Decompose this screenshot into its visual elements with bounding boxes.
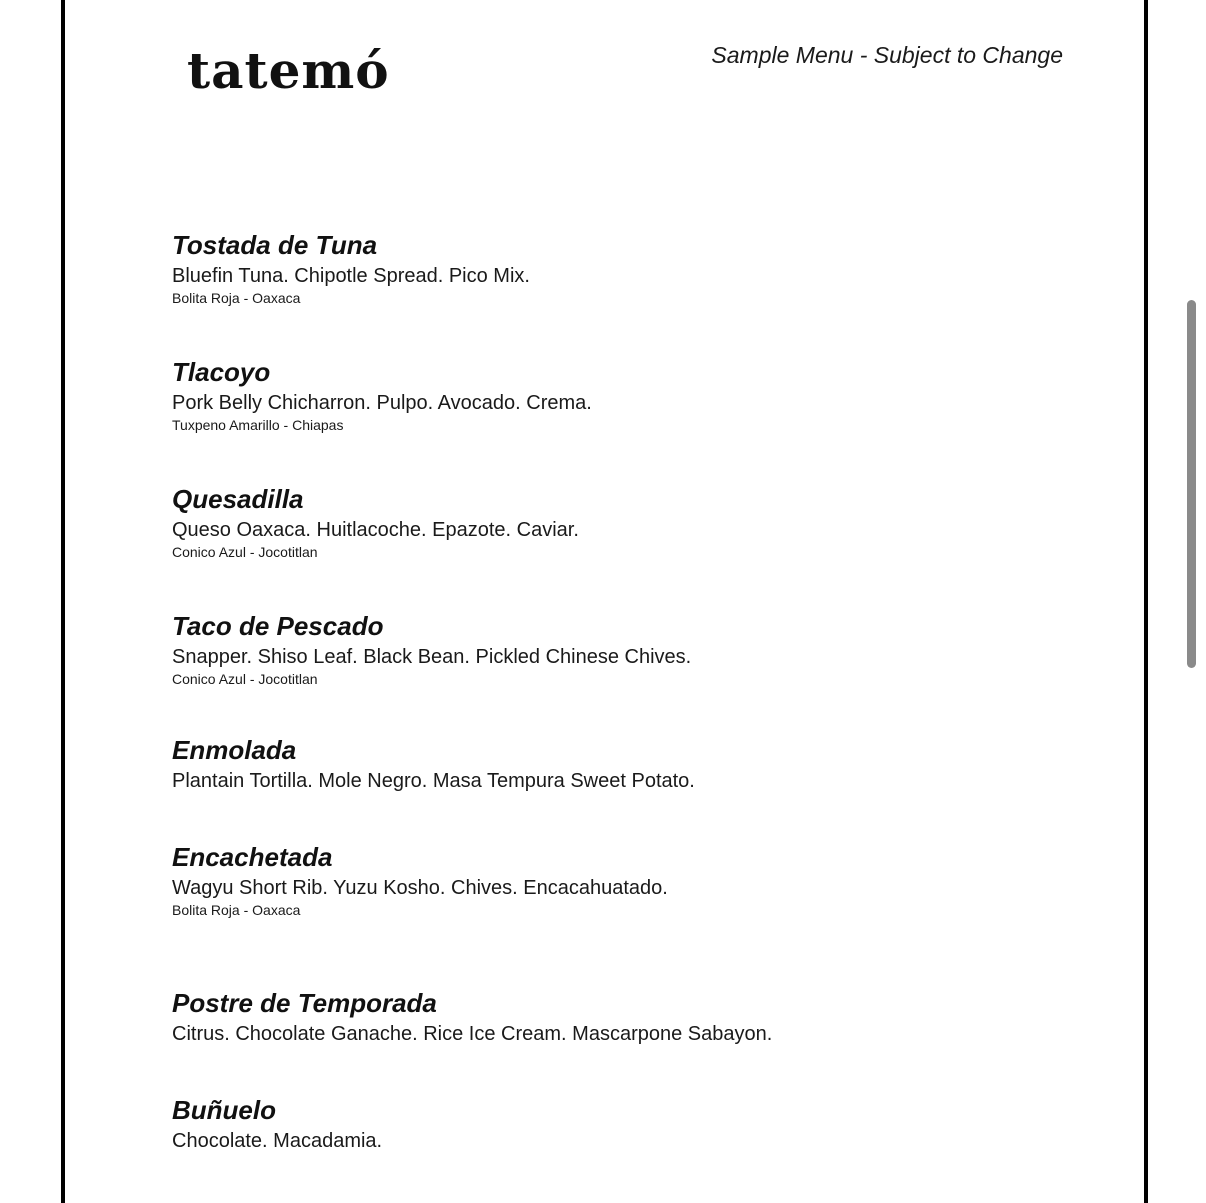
menu-item-name: Tlacoyo (172, 357, 271, 387)
menu-item-name: Quesadilla (172, 484, 304, 514)
menu-item (172, 842, 668, 919)
menu-item-description: Pork Belly Chicharron. Pulpo. Avocado. Crema. (172, 392, 592, 414)
menu-item-name: Taco de Pescado (172, 611, 384, 641)
restaurant-logo: tatemó (187, 41, 390, 100)
menu-item-description: Plantain Tortilla. Mole Negro. Masa Tempura Sweet Potato. (172, 770, 695, 792)
menu-item-origin: Bolita Roja - Oaxaca (172, 902, 301, 918)
menu-item-description: Chocolate. Macadamia. (172, 1130, 383, 1152)
menu-item-origin: Bolita Roja - Oaxaca (172, 290, 301, 306)
menu-item-name: Enmolada (172, 735, 297, 765)
menu-item-origin: Conico Azul - Jocotitlan (172, 544, 318, 560)
menu-item (172, 1095, 382, 1153)
menu-item-name: Postre de Temporada (172, 988, 437, 1018)
scrollbar-thumb[interactable] (1187, 300, 1196, 668)
menu-item-name: Buñuelo (172, 1095, 276, 1125)
menu-item-origin: Conico Azul - Jocotitlan (172, 671, 318, 687)
menu-item-name: Tostada de Tuna (172, 230, 378, 260)
menu-item-name: Encachetada (172, 842, 333, 872)
menu-item-description: Wagyu Short Rib. Yuzu Kosho. Chives. Encacahuatado. (172, 877, 668, 899)
menu-item-origin: Tuxpeno Amarillo - Chiapas (172, 417, 344, 433)
menu-item (172, 484, 579, 561)
menu-notice: Sample Menu - Subject to Change (711, 42, 1063, 68)
menu-item (172, 611, 691, 688)
menu-item-description: Bluefin Tuna. Chipotle Spread. Pico Mix. (172, 265, 530, 287)
menu-item (172, 988, 772, 1046)
menu-item (172, 735, 695, 793)
menu-item (172, 357, 592, 434)
menu-item-description: Snapper. Shiso Leaf. Black Bean. Pickled Chinese Chives. (172, 646, 692, 668)
menu-item-description: Queso Oaxaca. Huitlacoche. Epazote. Caviar. (172, 519, 579, 541)
menu-item-description: Citrus. Chocolate Ganache. Rice Ice Cream. Mascarpone Sabayon. (172, 1023, 773, 1045)
menu-item (172, 230, 530, 307)
